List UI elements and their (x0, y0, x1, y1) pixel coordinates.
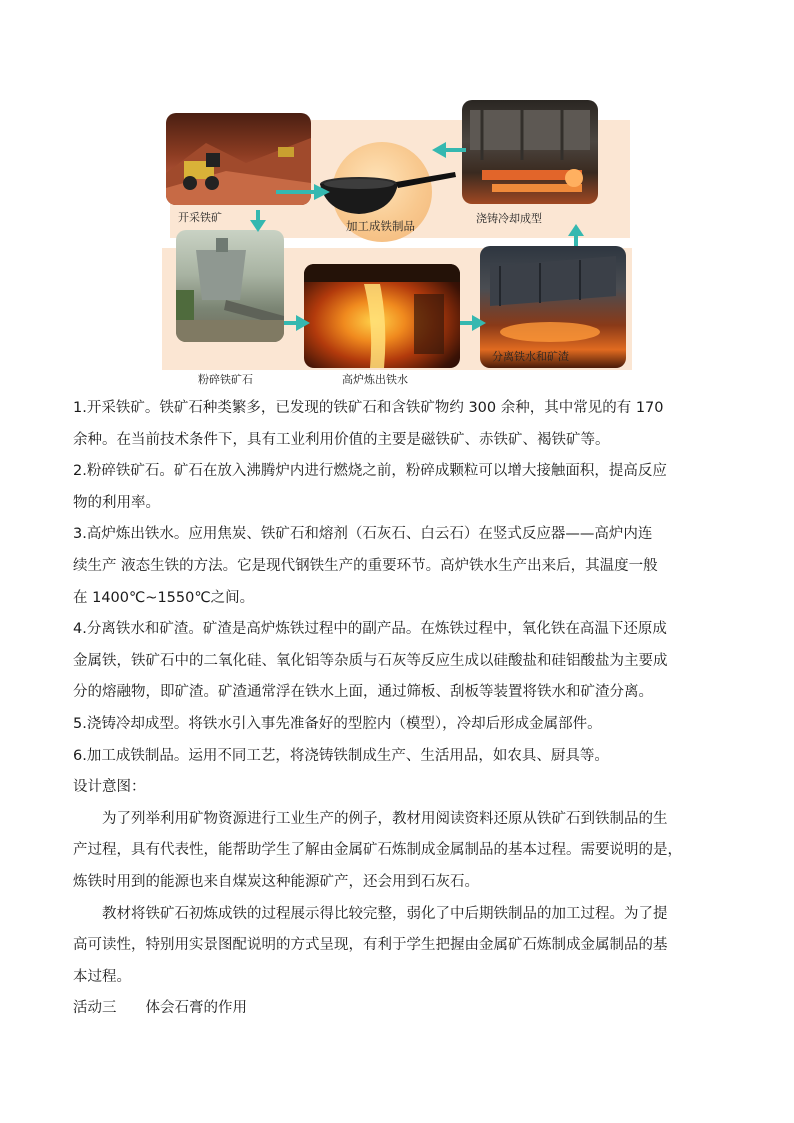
text-line: 炼铁时用到的能源也来自煤炭这种能源矿产，还会用到石灰石。 (73, 873, 479, 890)
text-line: 余种。在当前技术条件下，具有工业利用价值的主要是磁铁矿、赤铁矿、褐铁矿等。 (73, 431, 610, 448)
text-line: 3.高炉炼出铁水。应用焦炭、铁矿石和熔剂（石灰石、白云石）在竖式反应器——高炉内连 (73, 526, 653, 543)
casting-photo (462, 100, 598, 204)
crushing-photo-art (176, 230, 284, 342)
text-line: 续生产 液态生铁的方法。它是现代钢铁生产的重要环节。高炉铁水生产出来后，其温度一般 (73, 557, 658, 574)
smelting-photo (304, 264, 460, 368)
arrow-down-icon (248, 208, 268, 234)
text-line: 本过程。 (73, 968, 131, 985)
caption-product: 加工成铁制品 (346, 219, 415, 233)
crushing-photo (176, 230, 284, 342)
text-line: 教材将铁矿石初炼成铁的过程展示得比较完整，弱化了中后期铁制品的加工过程。为了提 (102, 905, 668, 922)
text-line: 5.浇铸冷却成型。将铁水引入事先准备好的型腔内（模型），冷却后形成金属部件。 (73, 715, 602, 732)
wok-icon (312, 166, 462, 226)
text-line: 4.分离铁水和矿渣。矿渣是高炉炼铁过程中的副产品。在炼铁过程中，氧化铁在高温下还原成 (73, 621, 667, 638)
body-text (73, 393, 725, 1025)
iron-process-figure (162, 98, 632, 390)
text-line: 分的熔融物，即矿渣。矿渣通常浮在铁水上面，通过筛板、刮板等装置将铁水和矿渣分离。 (73, 684, 653, 701)
arrow-up-icon (566, 222, 586, 248)
arrow-right-icon (458, 313, 488, 333)
text-line: 金属铁，铁矿石中的二氧化硅、氧化铝等杂质与石灰等反应生成以硅酸盐和硅铝酸盐为主要成 (73, 652, 668, 669)
activity-heading: 活动三 体会石膏的作用 (73, 1000, 247, 1017)
text-line: 物的利用率。 (73, 494, 160, 511)
arrow-right-icon (274, 182, 334, 202)
caption-crushing: 粉碎铁矿石 (198, 373, 253, 386)
caption-mining: 开采铁矿 (178, 211, 222, 224)
caption-casting: 浇铸冷却成型 (476, 212, 542, 225)
text-line: 高可读性，特别用实景图配说明的方式呈现，有利于学生把握由金属矿石炼制成金属制品的基 (73, 937, 668, 954)
arrow-right-icon (282, 313, 312, 333)
text-line: 产过程，具有代表性，能帮助学生了解由金属矿石炼制成金属制品的基本过程。需要说明的是， (73, 842, 682, 859)
text-line: 1.开采铁矿。铁矿石种类繁多，已发现的铁矿石和含铁矿物约 300 余种，其中常见的有 170 (73, 400, 664, 416)
caption-separating: 分离铁水和矿渣 (492, 350, 569, 363)
casting-photo-art (462, 100, 598, 204)
text-line: 为了列举利用矿物资源进行工业生产的例子，教材用阅读资料还原从铁矿石到铁制品的生 (102, 810, 668, 827)
text-line: 6.加工成铁制品。运用不同工艺，将浇铸铁制成生产、生活用品，如农具、厨具等。 (73, 747, 609, 764)
text-line: 在 1400℃~1550℃之间。 (73, 589, 255, 606)
caption-smelting: 高炉炼出铁水 (342, 373, 408, 386)
text-line: 2.粉碎铁矿石。矿石在放入沸腾炉内进行燃烧之前，粉碎成颗粒可以增大接触面积，提高反应 (73, 463, 667, 480)
section-heading: 设计意图： (73, 779, 146, 796)
smelting-photo-art (304, 264, 460, 368)
arrow-left-icon (430, 140, 470, 160)
